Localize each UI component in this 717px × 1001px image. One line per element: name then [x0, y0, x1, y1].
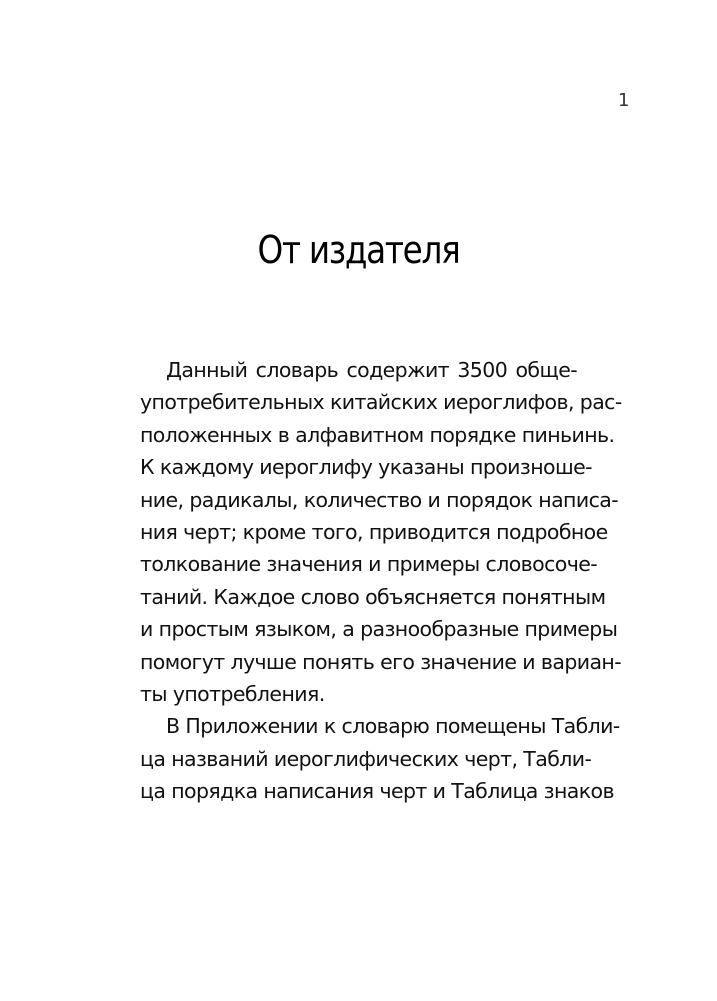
text-line: ния черт; кроме того, приводится подробное	[140, 519, 608, 544]
text-line: положенных в алфавитном порядке пиньинь.	[140, 422, 615, 447]
page-title: От издателя	[257, 228, 460, 272]
page-number: 1	[618, 90, 630, 111]
text-line: К каждому иероглифу указаны произноше-	[140, 455, 592, 480]
text-line: В Приложении к словарю помещены Табли-	[166, 714, 620, 739]
text-line: ние, радикалы, количество и порядок написа-	[140, 487, 619, 512]
text-line: употребительных китайских иероглифов, рас-	[140, 390, 622, 415]
text-line: таний. Каждое слово объясняется понятным	[140, 584, 606, 609]
text-line: и простым языком, а разнообразные примеры	[140, 617, 618, 642]
text-line: ца названий иероглифических черт, Табли-	[140, 746, 592, 771]
body-text	[140, 354, 622, 807]
text-line: Данный словарь содержит 3500 обще-	[166, 358, 577, 382]
text-line: толкование значения и примеры словосоче-	[140, 552, 598, 577]
text-line: ты употребления.	[140, 681, 325, 706]
text-line: помогут лучше понять его значение и вариан-	[140, 649, 622, 674]
text-line: ца порядка написания черт и Таблица знаков	[140, 779, 614, 804]
